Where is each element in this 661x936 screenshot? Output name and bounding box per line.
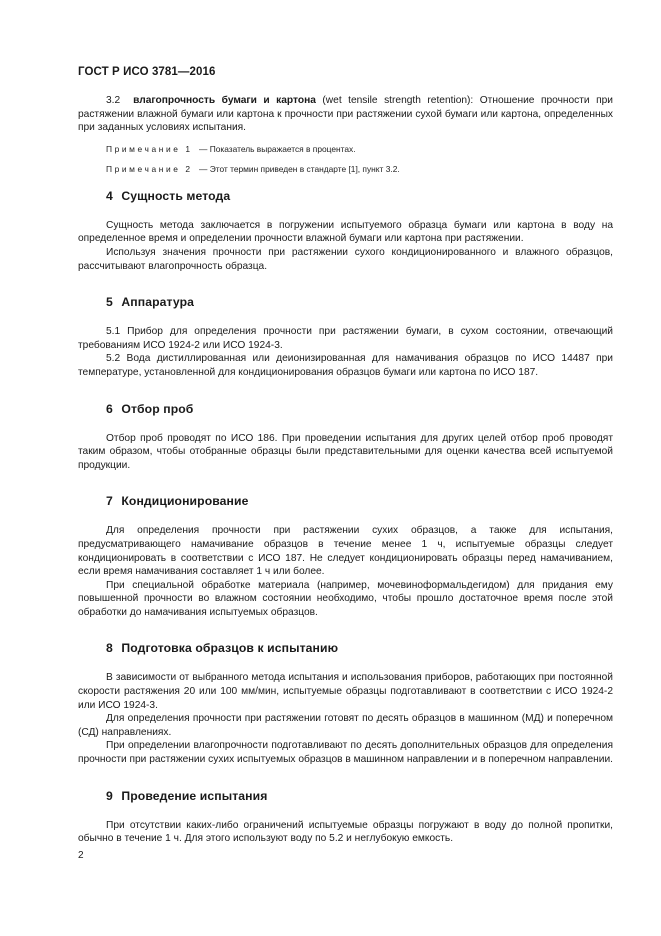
section-title: Аппаратура bbox=[121, 295, 195, 310]
definition-3-2 bbox=[78, 94, 613, 135]
section-heading bbox=[78, 402, 613, 416]
note-2 bbox=[78, 164, 613, 175]
section-title: Проведение испытания bbox=[121, 788, 268, 803]
paragraph: При определении влагопрочности подготавливают по десять дополнительных образцов для определения прочности при растяжении сухих испытуемых образцов в машинном направлении и в поперечном направлении. bbox=[78, 740, 613, 766]
section-heading bbox=[78, 641, 613, 655]
section-title: Подготовка образцов к испытанию bbox=[121, 641, 339, 656]
page-number: 2 bbox=[78, 850, 84, 861]
note-label: Примечание 2 bbox=[106, 163, 193, 174]
section-number: 7 bbox=[106, 494, 113, 509]
section-heading bbox=[78, 295, 613, 309]
section-5 bbox=[78, 295, 613, 379]
paragraph: При специальной обработке материала (например, мочевиноформальдегидом) для придания ему повышенной прочности во влажном состоянии необходимо, чтобы прошло достаточное время после этой обработки до намачивания испытуемых образцов. bbox=[78, 579, 613, 618]
section-6 bbox=[78, 402, 613, 473]
section-9 bbox=[78, 789, 613, 846]
section-4 bbox=[78, 189, 613, 273]
definition-text: (wet tensile strength retention): Отношение прочности при растяжении влажной бумаги или картона к прочности при растяжении сухой бумаги или картона, определенных при заданных условиях испытания. bbox=[78, 95, 613, 134]
page-header-standard-title: ГОСТ Р ИСО 3781—2016 bbox=[78, 66, 216, 78]
definition-number: 3.2 bbox=[106, 95, 121, 106]
paragraph: Используя значения прочности при растяжении сухого кондиционированного и влажного образцов, рассчитывают влагопрочность образца. bbox=[78, 246, 613, 272]
section-7 bbox=[78, 494, 613, 619]
section-title: Отбор проб bbox=[121, 401, 194, 416]
definition-term: влагопрочность бумаги и картона bbox=[133, 95, 316, 106]
note-label: Примечание 1 bbox=[106, 143, 193, 154]
section-8 bbox=[78, 641, 613, 766]
section-number: 6 bbox=[106, 401, 113, 416]
section-title: Сущность метода bbox=[121, 188, 231, 203]
section-number: 5 bbox=[106, 295, 113, 310]
paragraph: В зависимости от выбранного метода испытания и использования приборов, работающих при постоянной скорости растяжения 20 или 100 мм/мин, испытуемые образцы подготавливают в соответствии с ИСО 1924-2 или ИСО 1924-3. bbox=[78, 672, 613, 711]
paragraph: Сущность метода заключается в погружении испытуемого образца бумаги или картона в воду на определенное время и определении прочности влажной бумаги или картона при растяжении. bbox=[78, 219, 613, 245]
note-text: — Показатель выражается в процентах. bbox=[199, 143, 356, 154]
section-number: 9 bbox=[106, 788, 113, 803]
section-heading bbox=[78, 189, 613, 203]
paragraph: Отбор проб проводят по ИСО 186. При проведении испытания для других целей отбор проб проводят таким образом, чтобы отобранные образцы были представительными для оценки качества всей испытуемой продукции. bbox=[78, 432, 613, 471]
section-number: 4 bbox=[106, 188, 113, 203]
paragraph: 5.2 Вода дистиллированная или деионизированная для намачивания образцов по ИСО 14487 при температуре, установленной для кондиционирования образцов бумаги или картона по ИСО 187. bbox=[78, 353, 613, 378]
page-content bbox=[78, 94, 613, 868]
section-heading bbox=[78, 494, 613, 508]
paragraph: Для определения прочности при растяжении сухих образцов, а также для испытания, предусматривающего намачивание образцов в течение менее 1 ч, испытуемые образцы следует кондиционировать в соответствии с ИСО 187. Не следует кондиционировать образцы перед намачиванием, если время намачивания составляет 1 ч или более. bbox=[78, 525, 613, 578]
section-title: Кондиционирование bbox=[121, 494, 249, 509]
paragraph: При отсутствии каких-либо ограничений испытуемые образцы погружают в воду до полной пропитки, обычно в течение 1 ч. Для этого используют воду по 5.2 и неглубокую емкость. bbox=[78, 819, 613, 845]
section-number: 8 bbox=[106, 641, 113, 656]
paragraph: 5.1 Прибор для определения прочности при растяжении бумаги, в сухом состоянии, отвечающий требованиям ИСО 1924-2 или ИСО 1924-3. bbox=[78, 326, 613, 351]
note-text: — Этот термин приведен в стандарте [1], пункт 3.2. bbox=[199, 163, 400, 174]
note-1 bbox=[78, 144, 613, 155]
paragraph: Для определения прочности при растяжении готовят по десять образцов в машинном (МД) и поперечном (СД) направлениях. bbox=[78, 713, 613, 738]
section-heading bbox=[78, 789, 613, 803]
